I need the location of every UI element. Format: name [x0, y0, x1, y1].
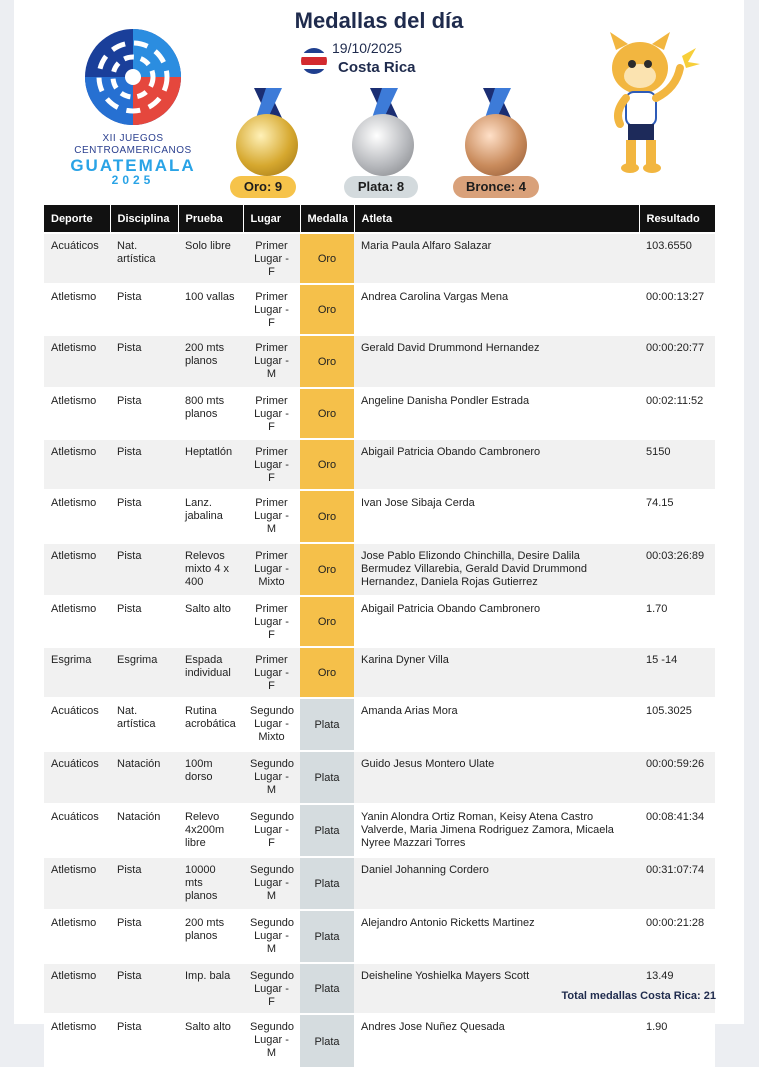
cell-deporte: Acuáticos: [44, 751, 110, 804]
cell-medalla: Plata: [300, 963, 354, 1014]
cell-lugar: Primer Lugar - F: [243, 439, 300, 490]
table-row: [44, 647, 715, 698]
gold-count-badge: Oro: 9: [230, 176, 296, 198]
cell-atleta: Karina Dyner Villa: [354, 647, 639, 698]
cell-prueba: Espada individual: [178, 647, 243, 698]
cell-atleta: Andres Jose Nuñez Quesada: [354, 1014, 639, 1067]
bronze-count-badge: Bronce: 4: [453, 176, 539, 198]
swirl-emblem-icon: [70, 25, 196, 133]
cell-disciplina: Pista: [110, 335, 178, 388]
cell-medalla: Oro: [300, 233, 354, 284]
cell-deporte: Atletismo: [44, 910, 110, 963]
cell-medalla: Plata: [300, 751, 354, 804]
cell-resultado: 00:03:26:89: [639, 543, 715, 596]
cell-deporte: Atletismo: [44, 1014, 110, 1067]
silver-count-badge: Plata: 8: [344, 176, 418, 198]
cell-resultado: 1.90: [639, 1014, 715, 1067]
table-row: [44, 233, 715, 284]
cell-atleta: Guido Jesus Montero Ulate: [354, 751, 639, 804]
cell-deporte: Atletismo: [44, 284, 110, 335]
cell-medalla: Oro: [300, 490, 354, 543]
cell-lugar: Primer Lugar - F: [243, 647, 300, 698]
table-row: [44, 284, 715, 335]
cell-medalla: Oro: [300, 335, 354, 388]
cell-resultado: 15 -14: [639, 647, 715, 698]
gold-medal-count: [228, 88, 308, 200]
cell-deporte: Atletismo: [44, 963, 110, 1014]
cell-resultado: 00:00:59:26: [639, 751, 715, 804]
cell-disciplina: Pista: [110, 439, 178, 490]
silver-medal-icon: [352, 114, 414, 176]
cell-prueba: 100 vallas: [178, 284, 243, 335]
cell-lugar: Segundo Lugar - M: [243, 1014, 300, 1067]
cell-atleta: Yanin Alondra Ortiz Roman, Keisy Atena Castro Valverde, Maria Jimena Rodriguez Zamora, Micaela Nyree Mazzari Torres: [354, 804, 639, 857]
cell-atleta: Amanda Arias Mora: [354, 698, 639, 751]
cell-prueba: 100m dorso: [178, 751, 243, 804]
cell-medalla: Plata: [300, 804, 354, 857]
cell-prueba: Solo libre: [178, 233, 243, 284]
col-header-deporte: Deporte: [44, 205, 110, 233]
cell-resultado: 00:08:41:34: [639, 804, 715, 857]
cell-lugar: Primer Lugar - Mixto: [243, 543, 300, 596]
cell-medalla: Plata: [300, 698, 354, 751]
cell-deporte: Atletismo: [44, 388, 110, 439]
cell-medalla: Oro: [300, 388, 354, 439]
table-row: [44, 857, 715, 910]
col-header-lugar: Lugar: [243, 205, 300, 233]
cell-deporte: Atletismo: [44, 490, 110, 543]
cell-lugar: Segundo Lugar - F: [243, 804, 300, 857]
logo-text-games: XII JUEGOS: [102, 133, 164, 144]
cell-deporte: Atletismo: [44, 439, 110, 490]
medal-table: [44, 205, 715, 1067]
cell-deporte: Atletismo: [44, 596, 110, 647]
cell-disciplina: Natación: [110, 804, 178, 857]
table-row: [44, 1014, 715, 1067]
cell-prueba: 800 mts planos: [178, 388, 243, 439]
table-row: [44, 963, 715, 1014]
cell-prueba: Rutina acrobática: [178, 698, 243, 751]
table-row: [44, 751, 715, 804]
bronze-medal-icon: [465, 114, 527, 176]
table-row: [44, 388, 715, 439]
page-title: Medallas del día: [294, 8, 464, 33]
cell-medalla: Oro: [300, 596, 354, 647]
cell-lugar: Primer Lugar - M: [243, 490, 300, 543]
table-row: [44, 543, 715, 596]
cell-atleta: Alejandro Antonio Ricketts Martinez: [354, 910, 639, 963]
table-header-row: [44, 205, 715, 233]
cell-deporte: Atletismo: [44, 857, 110, 910]
logo-text-year: 2025: [111, 173, 155, 187]
cell-prueba: Imp. bala: [178, 963, 243, 1014]
cell-lugar: Segundo Lugar - M: [243, 751, 300, 804]
cell-prueba: Salto alto: [178, 1014, 243, 1067]
country-name: Costa Rica: [338, 59, 416, 76]
cell-prueba: Relevos mixto 4 x 400: [178, 543, 243, 596]
cell-lugar: Primer Lugar - F: [243, 233, 300, 284]
cell-atleta: Angeline Danisha Pondler Estrada: [354, 388, 639, 439]
cell-lugar: Segundo Lugar - Mixto: [243, 698, 300, 751]
cell-prueba: Salto alto: [178, 596, 243, 647]
logo-text-event: CENTROAMERICANOS: [74, 145, 192, 156]
cell-atleta: Ivan Jose Sibaja Cerda: [354, 490, 639, 543]
table-row: [44, 698, 715, 751]
col-header-prueba: Prueba: [178, 205, 243, 233]
cell-disciplina: Pista: [110, 963, 178, 1014]
cell-atleta: Andrea Carolina Vargas Mena: [354, 284, 639, 335]
cell-medalla: Oro: [300, 284, 354, 335]
jaguar-mascot-icon: [606, 28, 702, 180]
table-row: [44, 335, 715, 388]
cell-lugar: Segundo Lugar - M: [243, 857, 300, 910]
gold-medal-icon: [236, 114, 298, 176]
cell-resultado: 00:00:13:27: [639, 284, 715, 335]
cell-disciplina: Pista: [110, 910, 178, 963]
cell-disciplina: Pista: [110, 1014, 178, 1067]
cell-deporte: Atletismo: [44, 543, 110, 596]
cell-resultado: 103.6550: [639, 233, 715, 284]
cell-disciplina: Pista: [110, 596, 178, 647]
table-row: [44, 439, 715, 490]
cell-lugar: Segundo Lugar - M: [243, 910, 300, 963]
cell-prueba: 200 mts planos: [178, 335, 243, 388]
cell-disciplina: Pista: [110, 388, 178, 439]
cell-atleta: Gerald David Drummond Hernandez: [354, 335, 639, 388]
cell-resultado: 13.49: [639, 963, 715, 1014]
cell-resultado: 5150: [639, 439, 715, 490]
cell-deporte: Acuáticos: [44, 698, 110, 751]
cell-resultado: 00:02:11:52: [639, 388, 715, 439]
table-row: [44, 596, 715, 647]
cell-lugar: Primer Lugar - F: [243, 388, 300, 439]
cell-deporte: Atletismo: [44, 335, 110, 388]
table-row: [44, 804, 715, 857]
cell-lugar: Segundo Lugar - F: [243, 963, 300, 1014]
cell-atleta: Daniel Johanning Cordero: [354, 857, 639, 910]
cell-disciplina: Nat. artística: [110, 233, 178, 284]
cell-atleta: Abigail Patricia Obando Cambronero: [354, 596, 639, 647]
col-header-disciplina: Disciplina: [110, 205, 178, 233]
cell-prueba: Lanz. jabalina: [178, 490, 243, 543]
cell-atleta: Maria Paula Alfaro Salazar: [354, 233, 639, 284]
cell-medalla: Oro: [300, 543, 354, 596]
logo-text-host: GUATEMALA: [70, 156, 196, 175]
cell-disciplina: Pista: [110, 490, 178, 543]
cell-prueba: 200 mts planos: [178, 910, 243, 963]
cell-atleta: Jose Pablo Elizondo Chinchilla, Desire Dalila Bermudez Villarebia, Gerald David Drummond Hernandez, Daniela Rojas Gutierrez: [354, 543, 639, 596]
cell-deporte: Esgrima: [44, 647, 110, 698]
cell-deporte: Acuáticos: [44, 804, 110, 857]
cell-lugar: Primer Lugar - M: [243, 335, 300, 388]
cell-resultado: 00:00:20:77: [639, 335, 715, 388]
cell-resultado: 00:00:21:28: [639, 910, 715, 963]
report-date: 19/10/2025: [332, 40, 403, 56]
cell-lugar: Primer Lugar - F: [243, 284, 300, 335]
cell-resultado: 1.70: [639, 596, 715, 647]
table-row: [44, 910, 715, 963]
cell-medalla: Plata: [300, 857, 354, 910]
cell-resultado: 74.15: [639, 490, 715, 543]
silver-medal-count: [344, 88, 424, 200]
cell-resultado: 105.3025: [639, 698, 715, 751]
cell-disciplina: Pista: [110, 857, 178, 910]
cell-medalla: Oro: [300, 439, 354, 490]
costa-rica-flag-icon: [301, 48, 327, 74]
cell-prueba: Relevo 4x200m libre: [178, 804, 243, 857]
cell-disciplina: Pista: [110, 543, 178, 596]
report-header: [14, 0, 744, 205]
cell-resultado: 00:31:07:74: [639, 857, 715, 910]
cell-medalla: Plata: [300, 910, 354, 963]
col-header-atleta: Atleta: [354, 205, 639, 233]
cell-lugar: Primer Lugar - F: [243, 596, 300, 647]
games-logo: [58, 25, 208, 185]
cell-medalla: Oro: [300, 647, 354, 698]
cell-disciplina: Pista: [110, 284, 178, 335]
col-header-medalla: Medalla: [300, 205, 354, 233]
col-header-resultado: Resultado: [639, 205, 715, 233]
total-medals: Total medallas Costa Rica: 21: [561, 990, 716, 1002]
cell-prueba: Heptatlón: [178, 439, 243, 490]
cell-disciplina: Esgrima: [110, 647, 178, 698]
cell-prueba: 10000 mts planos: [178, 857, 243, 910]
medal-report-page: [14, 0, 744, 1059]
cell-disciplina: Natación: [110, 751, 178, 804]
cell-atleta: Deisheline Yoshielka Mayers Scott: [354, 963, 639, 1014]
cell-atleta: Abigail Patricia Obando Cambronero: [354, 439, 639, 490]
cell-medalla: Plata: [300, 1014, 354, 1067]
bronze-medal-count: [457, 88, 537, 200]
table-row: [44, 490, 715, 543]
cell-disciplina: Nat. artística: [110, 698, 178, 751]
cell-deporte: Acuáticos: [44, 233, 110, 284]
